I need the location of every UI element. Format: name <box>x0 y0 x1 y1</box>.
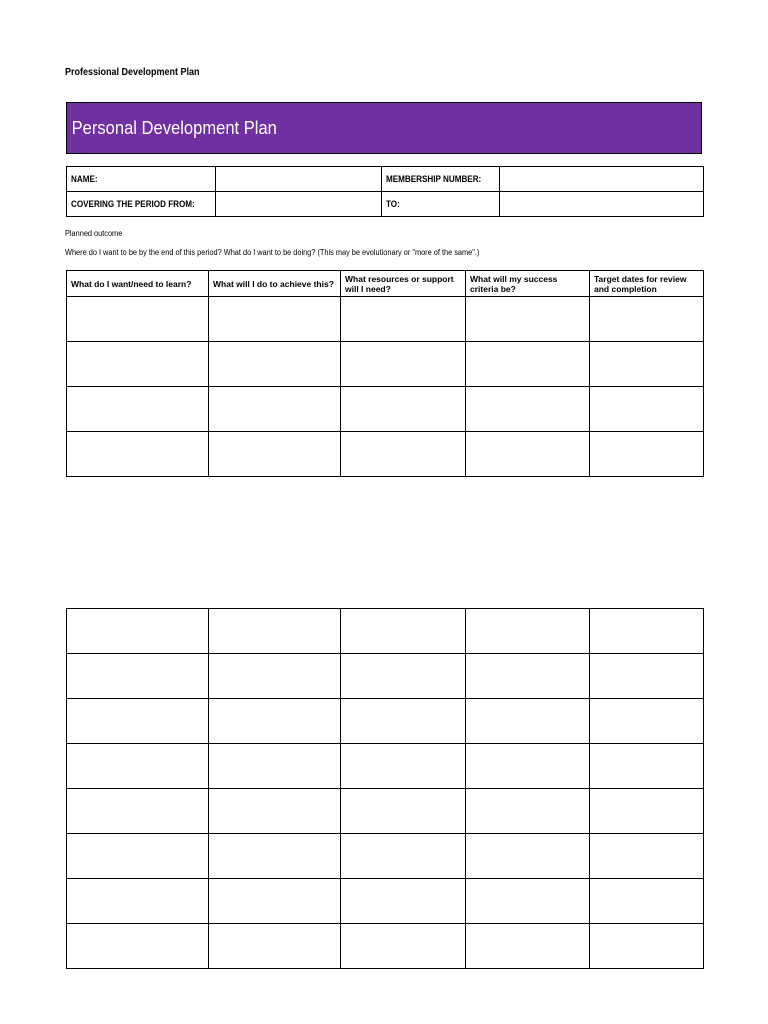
table-row <box>67 654 704 699</box>
planned-outcome-label: Planned outcome <box>65 229 123 238</box>
table-cell[interactable] <box>67 342 209 387</box>
table-cell[interactable] <box>466 342 590 387</box>
table-cell[interactable] <box>209 834 341 879</box>
table-cell[interactable] <box>341 834 466 879</box>
table-cell[interactable] <box>590 654 704 699</box>
table-cell[interactable] <box>590 432 704 477</box>
membership-number-field[interactable] <box>500 167 704 192</box>
table-cell[interactable] <box>67 789 209 834</box>
table-row <box>67 387 704 432</box>
table-cell[interactable] <box>67 297 209 342</box>
name-label: NAME: <box>67 167 216 192</box>
table-cell[interactable] <box>466 654 590 699</box>
table-cell[interactable] <box>466 924 590 969</box>
column-header-target-dates: Target dates for review and completion <box>590 271 704 297</box>
table-cell[interactable] <box>590 342 704 387</box>
table-cell[interactable] <box>466 879 590 924</box>
membership-number-label: MEMBERSHIP NUMBER: <box>382 167 500 192</box>
table-row <box>67 342 704 387</box>
table-cell[interactable] <box>590 924 704 969</box>
info-row-name <box>67 167 704 192</box>
period-to-field[interactable] <box>500 192 704 217</box>
table-cell[interactable] <box>341 609 466 654</box>
table-row <box>67 699 704 744</box>
table-cell[interactable] <box>466 834 590 879</box>
table-cell[interactable] <box>209 879 341 924</box>
table-row <box>67 297 704 342</box>
table-cell[interactable] <box>67 834 209 879</box>
table-row <box>67 924 704 969</box>
table-cell[interactable] <box>341 744 466 789</box>
table-cell[interactable] <box>209 297 341 342</box>
table-cell[interactable] <box>590 744 704 789</box>
table-cell[interactable] <box>67 879 209 924</box>
table-cell[interactable] <box>67 387 209 432</box>
table-cell[interactable] <box>67 654 209 699</box>
table-cell[interactable] <box>209 342 341 387</box>
table-cell[interactable] <box>341 699 466 744</box>
table-cell[interactable] <box>341 654 466 699</box>
table-cell[interactable] <box>590 297 704 342</box>
table-cell[interactable] <box>209 789 341 834</box>
table-cell[interactable] <box>209 744 341 789</box>
column-header-success-criteria: What will my success criteria be? <box>466 271 590 297</box>
table-cell[interactable] <box>466 387 590 432</box>
info-table <box>66 166 704 217</box>
table-cell[interactable] <box>341 297 466 342</box>
table-cell[interactable] <box>590 387 704 432</box>
document-header: Professional Development Plan <box>65 67 200 78</box>
name-field[interactable] <box>216 167 382 192</box>
period-from-field[interactable] <box>216 192 382 217</box>
table-cell[interactable] <box>209 609 341 654</box>
table-row <box>67 879 704 924</box>
column-header-learn: What do I want/need to learn? <box>67 271 209 297</box>
banner-title: Personal Development Plan <box>71 117 277 138</box>
continuation-table <box>66 608 704 969</box>
title-banner <box>66 102 702 154</box>
column-header-achieve: What will I do to achieve this? <box>209 271 341 297</box>
table-cell[interactable] <box>341 924 466 969</box>
table-cell[interactable] <box>466 297 590 342</box>
table-cell[interactable] <box>67 432 209 477</box>
table-cell[interactable] <box>67 699 209 744</box>
period-to-label: TO: <box>382 192 500 217</box>
table-cell[interactable] <box>341 789 466 834</box>
table-cell[interactable] <box>590 789 704 834</box>
column-header-resources: What resources or support will I need? <box>341 271 466 297</box>
table-cell[interactable] <box>67 744 209 789</box>
table-cell[interactable] <box>341 387 466 432</box>
table-cell[interactable] <box>466 789 590 834</box>
table-row <box>67 789 704 834</box>
table-cell[interactable] <box>590 609 704 654</box>
table-cell[interactable] <box>67 924 209 969</box>
table-cell[interactable] <box>466 609 590 654</box>
table-cell[interactable] <box>209 924 341 969</box>
table-cell[interactable] <box>341 432 466 477</box>
table-cell[interactable] <box>466 432 590 477</box>
plan-table-header-row <box>67 271 704 297</box>
table-row <box>67 609 704 654</box>
info-row-period <box>67 192 704 217</box>
table-cell[interactable] <box>209 699 341 744</box>
table-row <box>67 834 704 879</box>
table-cell[interactable] <box>466 744 590 789</box>
table-cell[interactable] <box>341 342 466 387</box>
planned-outcome-question: Where do I want to be by the end of this period? What do I want to be doing? (This may be evolutionary or "more of the same".) <box>65 248 480 257</box>
table-cell[interactable] <box>341 879 466 924</box>
table-cell[interactable] <box>209 432 341 477</box>
table-cell[interactable] <box>209 654 341 699</box>
table-row <box>67 744 704 789</box>
table-cell[interactable] <box>590 879 704 924</box>
plan-table <box>66 270 704 477</box>
table-cell[interactable] <box>590 699 704 744</box>
table-cell[interactable] <box>209 387 341 432</box>
table-cell[interactable] <box>67 609 209 654</box>
table-cell[interactable] <box>590 834 704 879</box>
period-from-label: COVERING THE PERIOD FROM: <box>67 192 216 217</box>
table-row <box>67 432 704 477</box>
table-cell[interactable] <box>466 699 590 744</box>
